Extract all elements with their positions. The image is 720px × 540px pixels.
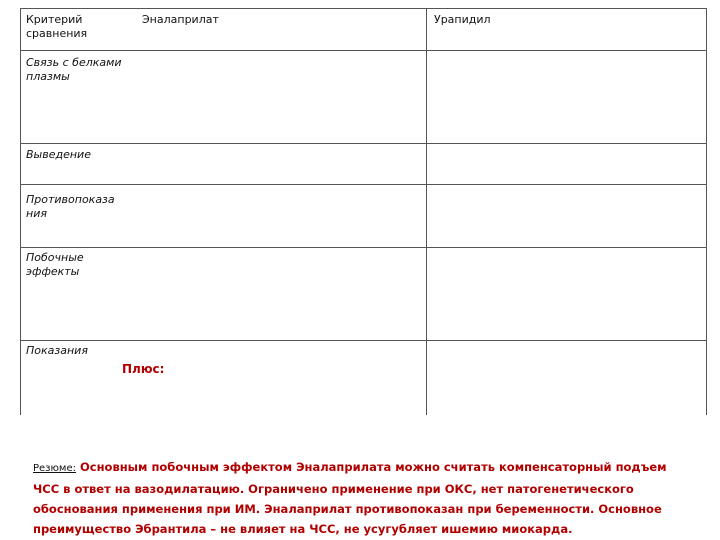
table-border-right: [706, 8, 707, 415]
comparison-table: [20, 8, 707, 415]
row-divider: [20, 50, 707, 51]
summary-text: Основным побочным эффектом Эналаприлата можно считать компенсаторный подъем ЧСС в ответ на вазодилатацию. Ограничено применение при ОКС, нет патогенетического обоснования применения при ИМ. Эналаприлат противопоказан при беременности. Основное преимущество Эбрантила – не влияет на ЧСС, не усугубляет ишемию миокарда.: [33, 460, 667, 536]
header-enalaprilat: Эналаприлат: [142, 13, 219, 26]
header-urapidil: Урапидил: [434, 13, 491, 26]
row-label-side-effects: Побочные эффекты: [26, 251, 84, 278]
row-label-contraindications: Противопоказа ния: [26, 193, 115, 220]
summary-block: [33, 457, 673, 539]
row-divider: [20, 340, 707, 341]
row-label-protein-binding: Связь с белками плазмы: [26, 56, 122, 83]
indications-plus-label: Плюс:: [122, 362, 165, 376]
column-divider: [426, 8, 427, 415]
row-divider: [20, 143, 707, 144]
table-border-top: [20, 8, 707, 9]
summary-label: Резюме:: [33, 463, 76, 474]
row-divider: [20, 184, 707, 185]
row-label-indications: Показания: [26, 344, 88, 357]
row-divider: [20, 247, 707, 248]
table-border-left: [20, 8, 21, 415]
header-criterion: Критерий сравнения: [26, 13, 88, 40]
row-label-excretion: Выведение: [26, 148, 91, 161]
